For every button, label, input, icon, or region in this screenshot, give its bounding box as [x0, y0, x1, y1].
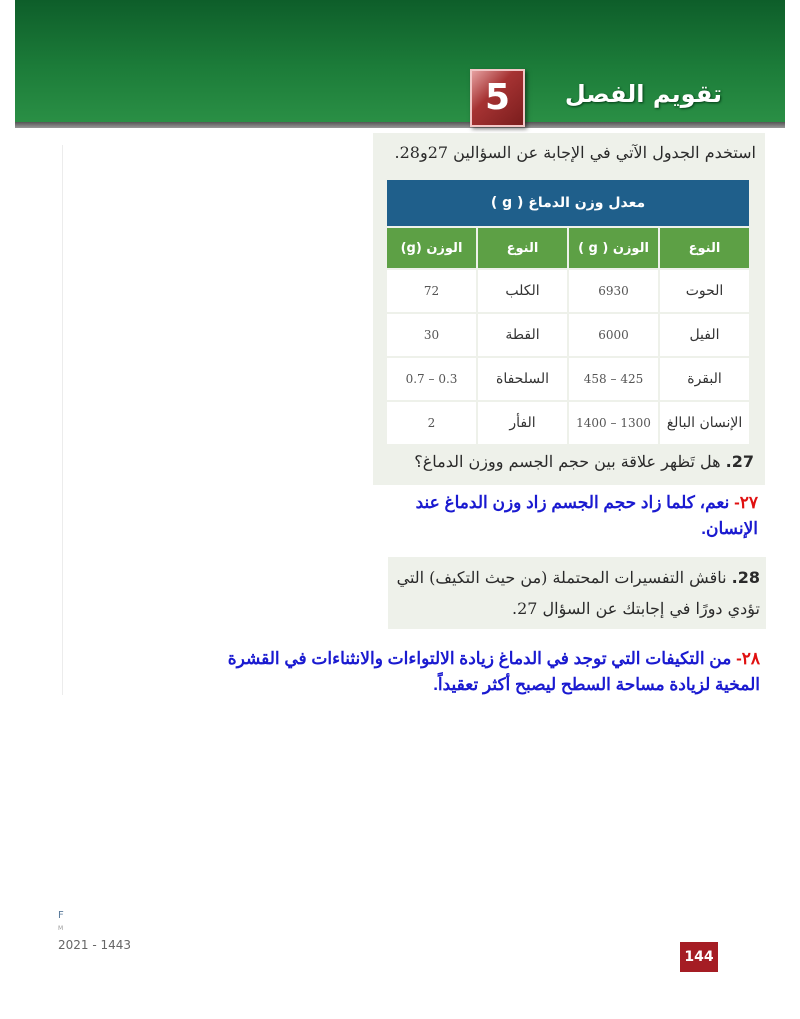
table-row — [386, 313, 750, 357]
answer-28-number: ٢٨- — [736, 649, 760, 668]
table-cell: 2 — [386, 401, 477, 445]
table-cell: الفيل — [659, 313, 750, 357]
question-28-text: ناقش التفسيرات المحتملة (من حيث التكيف) التي تؤدي دورًا في إجابتك عن السؤال 27. — [396, 568, 760, 618]
table-cell: الإنسان البالغ — [659, 401, 750, 445]
table-header-weight-2: الوزن (g) — [386, 227, 477, 269]
answer-27-number: ٢٧- — [734, 493, 758, 512]
table-title: معدل وزن الدماغ ( g ) — [386, 179, 750, 227]
answer-27-text: نعم، كلما زاد حجم الجسم زاد وزن الدماغ عند الإنسان. — [415, 493, 758, 538]
footer-letter: F — [58, 910, 64, 921]
table-cell: 6930 — [568, 269, 659, 313]
table-header-species-2: النوع — [477, 227, 568, 269]
margin-line — [62, 145, 63, 695]
answer-28 — [180, 646, 760, 698]
footer-year: 2021 - 1443 — [58, 938, 132, 952]
question-intro: استخدم الجدول الآتي في الإجابة عن السؤالين 27و28. — [394, 143, 756, 162]
table-header-species-1: النوع — [659, 227, 750, 269]
brain-weight-table — [385, 178, 751, 446]
table-cell: الكلب — [477, 269, 568, 313]
table-cell: 0.3 – 0.7 — [386, 357, 477, 401]
table-cell: 72 — [386, 269, 477, 313]
chapter-number-badge — [470, 69, 525, 127]
page-number: 144 — [680, 942, 718, 972]
table-cell: البقرة — [659, 357, 750, 401]
table-cell: القطة — [477, 313, 568, 357]
table-cell: 425 – 458 — [568, 357, 659, 401]
table-cell: 6000 — [568, 313, 659, 357]
chapter-number: 5 — [484, 77, 511, 118]
table-cell: الحوت — [659, 269, 750, 313]
question-28-number: 28. — [731, 568, 760, 587]
table-row — [386, 269, 750, 313]
table-cell: السلحفاة — [477, 357, 568, 401]
question-27-text: هل تَظهر علاقة بين حجم الجسم ووزن الدماغ؟ — [414, 452, 721, 471]
table-row — [386, 357, 750, 401]
footer-small-text: M — [58, 925, 64, 932]
table-cell: 30 — [386, 313, 477, 357]
question-27 — [374, 452, 754, 471]
header-divider — [15, 122, 785, 128]
question-27-number: 27. — [725, 452, 754, 471]
answer-27 — [368, 490, 758, 542]
table-cell: 1300 – 1400 — [568, 401, 659, 445]
table-row — [386, 401, 750, 445]
chapter-title: تقويم الفصل — [564, 80, 722, 108]
answer-28-text: من التكيفات التي توجد في الدماغ زيادة الالتواءات والانثناءات في القشرة المخية لزيادة مساحة السطح ليصبح أكثر تعقيداً. — [227, 649, 760, 694]
table-header-weight-1: الوزن ( g ) — [568, 227, 659, 269]
question-28 — [390, 562, 760, 624]
table-cell: الفأر — [477, 401, 568, 445]
